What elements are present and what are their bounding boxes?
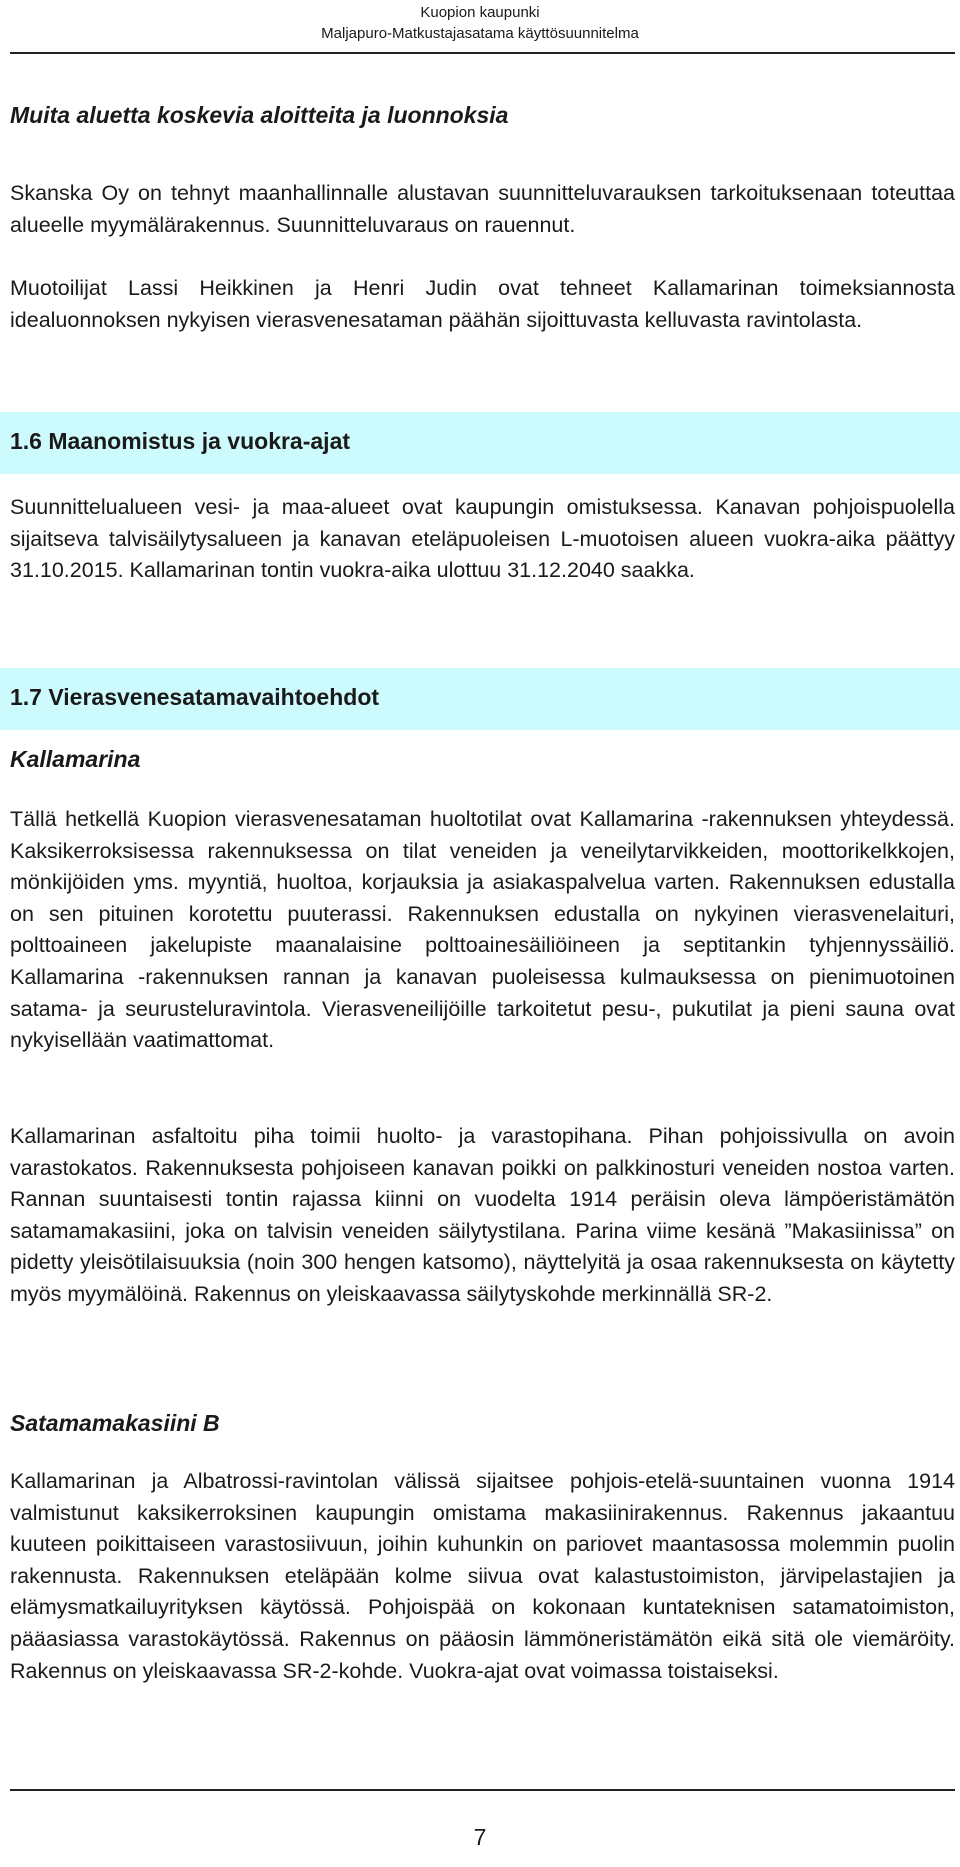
header-divider bbox=[10, 52, 955, 54]
subsection-satamamakasiini-b bbox=[10, 1408, 955, 1438]
paragraph-skanska: Skanska Oy on tehnyt maanhallinnalle alustavan suunnitteluvarauksen tarkoituksenaan toteuttaa alueelle myymälärakennus. Suunnitteluvaraus on rauennut. bbox=[10, 181, 955, 237]
footer-divider bbox=[10, 1789, 955, 1791]
paragraph-block bbox=[10, 1121, 955, 1311]
paragraph-block bbox=[10, 178, 955, 241]
paragraph-land-ownership: Suunnittelualueen vesi- ja maa-alueet ovat kaupungin omistuksessa. Kanavan pohjoispuolella sijaitseva talvisäilytysalueen ja kanavan eteläpuoleisen L-muotoisen alueen vuokra-aika päättyy 31.10.2015. Kallamarinan tontin vuokra-aika ulottuu 31.12.2040 saakka. bbox=[10, 495, 955, 583]
paragraph-block bbox=[10, 273, 955, 336]
paragraph-floating-restaurant: Muotoilijat Lassi Heikkinen ja Henri Judin ovat tehneet Kallamarinan toimeksiannosta idealuonnoksen nykyisen vierasvenesataman päähän sijoittuvasta kelluvasta ravintolasta. bbox=[10, 276, 955, 332]
paragraph-kallamarina-building: Tällä hetkellä Kuopion vierasvenesataman huoltotilat ovat Kallamarina -rakennuksen yhteydessä. Kaksikerroksisessa rakennuksessa on tilat veneiden ja veneilytarvikkeiden, moottorikelkkojen, mönkijöiden yms. myyntiä, huoltoa, korjauksia ja asiakaspalvelua varten. Rakennuksen edustalla on sen pituinen korotettu puuterassi. Rakennuksen edustalla on nykyinen vierasvenelaituri, polttoaineen jakelupiste maanalaisine polttoainesäiliöineen ja septitankin tyhjennyssäiliö. Kallamarina -rakennuksen rannan ja kanavan puoleisessa kulmauksessa on pienimuotoinen satama- ja seurusteluravintola. Vierasveneilijöille tarkoitetut pesu-, pukutilat ja pieni sauna ovat nykyisellään vaatimattomat. bbox=[10, 807, 955, 1053]
paragraph-block bbox=[10, 804, 955, 1057]
other-initiatives-section bbox=[10, 100, 955, 130]
header-document-title: Maljapuro-Matkustajasatama käyttösuunnitelma bbox=[321, 25, 639, 42]
paragraph-satamamakasiini: Kallamarinan ja Albatrossi-ravintolan välissä sijaitsee pohjois-etelä-suuntainen vuonna 1914 valmistunut kaksikerroksinen kaupungin omistama makasiinirakennus. Rakennus jakaantuu kuuteen poikittaiseen varastosiivuun, joihin kuhunkin on pariovet maantasossa molemmin puolin rakennusta. Rakennuksen eteläpään kolme siivua ovat kalastustoimiston, järvipelastajien ja elämysmatkailuyrityksen käytössä. Pohjoispää on kokonaan kuntateknisen satamatoimiston, pääasiassa varastokäytössä. Rakennus on pääosin lämmöneristämätön eikä sitä ole viemäröity. Rakennus on yleiskaavassa SR-2-kohde. Vuokra-ajat ovat voimassa toistaiseksi. bbox=[10, 1469, 955, 1683]
section-heading-1-7: 1.7 Vierasvenesatamavaihtoehdot bbox=[10, 684, 380, 710]
page-header bbox=[0, 0, 960, 44]
section-heading-bar-1-7 bbox=[0, 668, 960, 730]
paragraph-kallamarina-yard: Kallamarinan asfaltoitu piha toimii huolto- ja varastopihana. Pihan pohjoissivulla on avoin varastokatos. Rakennuksesta pohjoiseen kanavan poikki on palkkinosturi veneiden nostoa varten. Rannan suuntaisesti tontin rajassa kiinni on vuodelta 1914 peräisin oleva lämpöeristämätön satamamakasiini, joka on talvisin veneiden säilytystilana. Parina viime kesänä ”Makasiinissa” on pidetty yleisötilaisuuksia (noin 300 hengen katsomo), näyttelyitä ja osaa rakennuksesta on käytetty myös myymälöinä. Rakennus on yleiskaavassa säilytyskohde merkinnällä SR-2. bbox=[10, 1124, 955, 1306]
page-number: 7 bbox=[473, 1824, 487, 1850]
paragraph-block bbox=[10, 1466, 955, 1687]
section-title-other-initiatives: Muita aluetta koskevia aloitteita ja luonnoksia bbox=[10, 102, 509, 128]
subheading-kallamarina: Kallamarina bbox=[10, 746, 141, 772]
subsection-kallamarina bbox=[10, 744, 955, 774]
paragraph-block bbox=[10, 492, 955, 587]
subheading-satamamakasiini-b: Satamamakasiini B bbox=[10, 1410, 220, 1436]
section-heading-bar-1-6 bbox=[0, 412, 960, 474]
header-organization: Kuopion kaupunki bbox=[420, 4, 540, 21]
section-heading-1-6: 1.6 Maanomistus ja vuokra-ajat bbox=[10, 428, 351, 454]
